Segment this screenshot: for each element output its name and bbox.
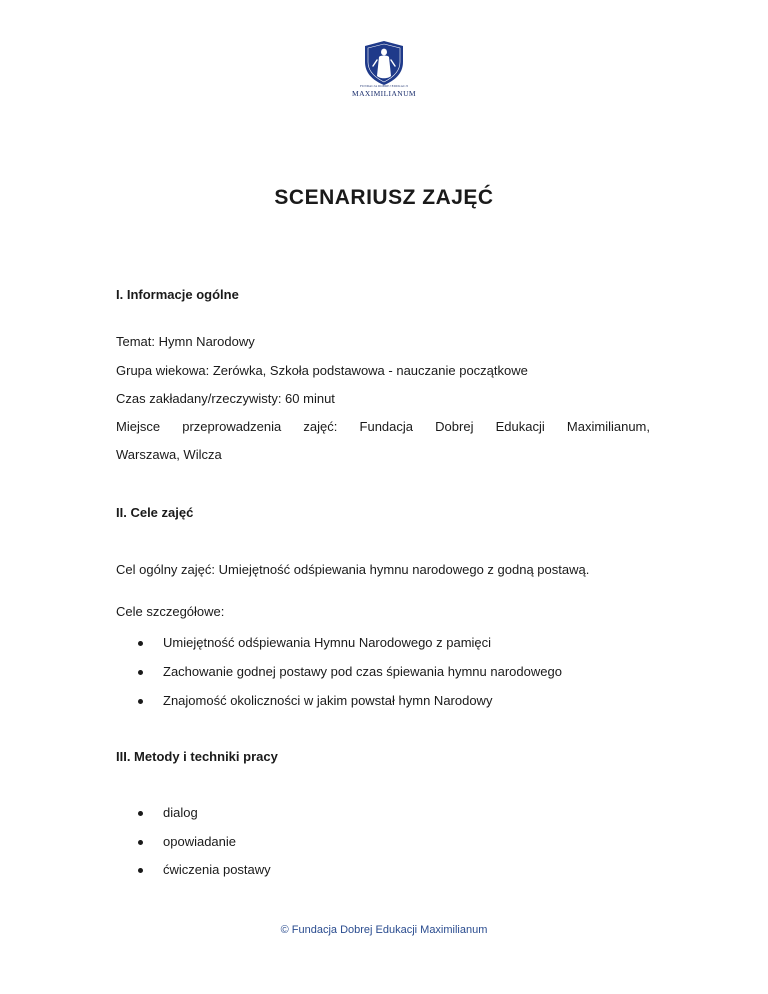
page-title: SCENARIUSZ ZAJĘĆ <box>274 186 494 209</box>
location-line <box>116 419 650 434</box>
location-word: Fundacja <box>359 419 414 434</box>
location-word: Miejsce <box>116 419 161 434</box>
general-goal-line: Cel ogólny zajęć: Umiejętność odśpiewania hymnu narodowego z godną postawą. <box>116 562 590 577</box>
duration-line: Czas zakładany/rzeczywisty: 60 minut <box>116 391 335 406</box>
topic-line: Temat: Hymn Narodowy <box>116 334 255 349</box>
section-3-heading: III. Metody i techniki pracy <box>116 749 278 764</box>
specific-goals-label: Cele szczegółowe: <box>116 604 225 619</box>
bullet-icon <box>138 868 143 873</box>
location-word: przeprowadzenia <box>182 419 282 434</box>
shield-emblem-icon <box>363 40 405 86</box>
list-item-text: opowiadanie <box>163 834 237 849</box>
list-item-text: Umiejętność odśpiewania Hymnu Narodowego z pamięci <box>163 635 492 650</box>
list-item-text: Znajomość okoliczności w jakim powstał hymn Narodowy <box>163 693 493 708</box>
list-item-text: ćwiczenia postawy <box>163 862 271 877</box>
bullet-icon <box>138 641 143 646</box>
location-word: Dobrej <box>435 419 474 434</box>
list-item-text: dialog <box>163 805 198 820</box>
location-word: Maximilianum, <box>566 419 650 434</box>
logo-subtitle: FUNDACJA DOBREJ EDUKACJI <box>360 84 408 88</box>
location-continuation: Warszawa, Wilcza <box>116 447 222 462</box>
bullet-icon <box>138 811 143 816</box>
bullet-icon <box>138 670 143 675</box>
section-2-heading: II. Cele zajęć <box>116 505 194 520</box>
list-item-text: Zachowanie godnej postawy pod czas śpiewania hymnu narodowego <box>163 664 562 679</box>
logo-name: MAXIMILIANUM <box>352 89 416 98</box>
section-1-heading: I. Informacje ogólne <box>116 287 239 302</box>
bullet-icon <box>138 840 143 845</box>
location-word: Edukacji <box>495 419 545 434</box>
age-group-line: Grupa wiekowa: Zerówka, Szkoła podstawowa - nauczanie początkowe <box>116 363 528 378</box>
location-word: zajęć: <box>303 419 338 434</box>
page-footer: © Fundacja Dobrej Edukacji Maximilianum <box>280 924 488 936</box>
bullet-icon <box>138 699 143 704</box>
foundation-logo <box>353 40 415 104</box>
